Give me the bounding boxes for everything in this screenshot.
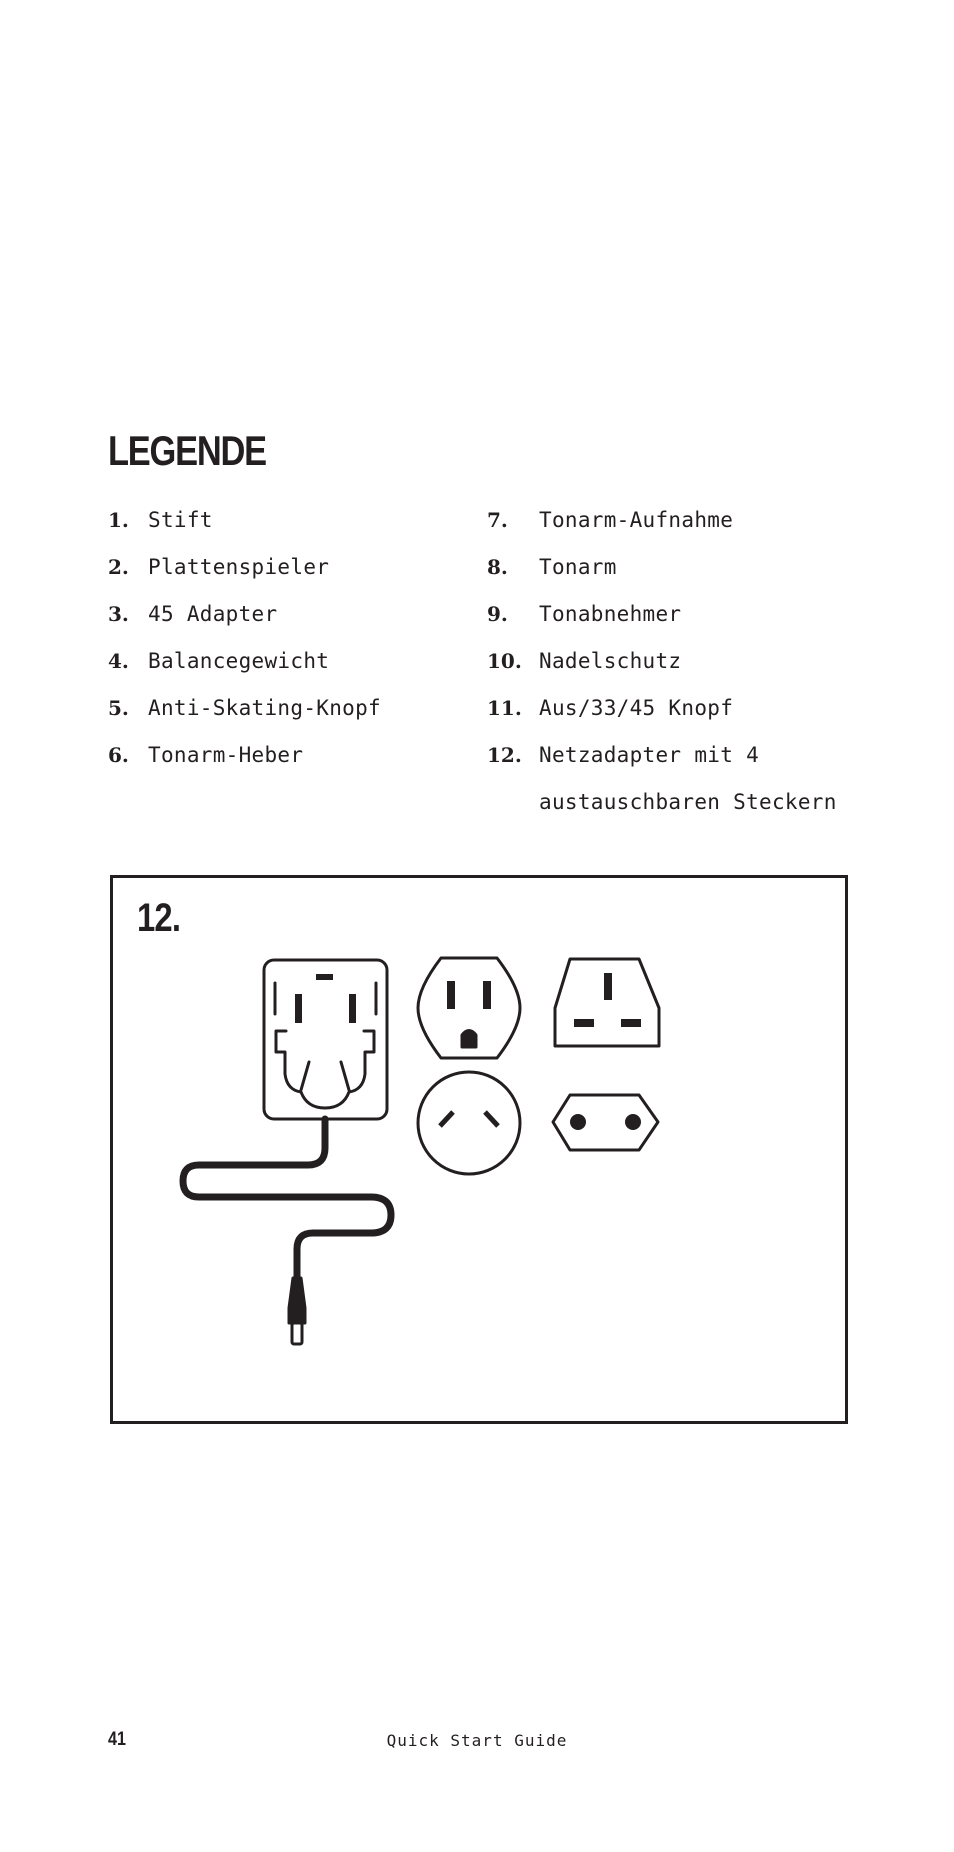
us-plug-icon	[418, 958, 520, 1058]
power-adapter-icon	[264, 960, 387, 1119]
legend-item	[487, 544, 887, 591]
legend-item-label: Netzadapter mit 4 austauschbaren Steckern	[539, 743, 837, 814]
legend-item-number: 1.	[108, 508, 129, 532]
legend-item	[487, 591, 887, 638]
power-adapter-figure	[110, 875, 848, 1424]
legend-item-number: 9.	[487, 602, 508, 626]
legend-item-label: Tonarm-Heber	[148, 743, 304, 767]
legend-item-number: 2.	[108, 555, 129, 579]
legend-item-label: Plattenspieler	[148, 555, 330, 579]
legend-item-label: Stift	[148, 508, 213, 532]
legend-item	[108, 544, 478, 591]
legend-item	[487, 732, 887, 826]
legend-item-number: 4.	[108, 649, 129, 673]
au-plug-icon	[418, 1072, 520, 1174]
legend-title: LEGENDE	[108, 427, 266, 474]
eu-plug-icon	[553, 1095, 658, 1150]
legend-item-label: Anti-Skating-Knopf	[148, 696, 381, 720]
legend-item	[108, 685, 478, 732]
legend-item	[487, 685, 887, 732]
uk-plug-icon	[555, 959, 659, 1046]
legend-item-number: 6.	[108, 743, 129, 767]
figure-label: 12.	[137, 896, 181, 940]
legend-list-right	[487, 497, 887, 826]
legend-item	[108, 732, 478, 779]
legend-item-number: 11.	[487, 696, 522, 720]
legend-item-label: Nadelschutz	[539, 649, 682, 673]
legend-item	[487, 497, 887, 544]
legend-item-number: 12.	[487, 743, 522, 767]
legend-item-number: 8.	[487, 555, 508, 579]
legend-item-label: Tonarm	[539, 555, 617, 579]
power-cable-icon	[183, 1119, 391, 1344]
legend-item	[108, 638, 478, 685]
page-number: 41	[108, 1729, 126, 1750]
legend-item-number: 7.	[487, 508, 508, 532]
legend-item-number: 5.	[108, 696, 129, 720]
legend-item-label: Tonabnehmer	[539, 602, 682, 626]
legend-item-label: 45 Adapter	[148, 602, 278, 626]
legend-item	[108, 497, 478, 544]
legend-item-label: Aus/33/45 Knopf	[539, 696, 734, 720]
legend-item	[487, 638, 887, 685]
legend-item-label: Tonarm-Aufnahme	[539, 508, 734, 532]
legend-list-left	[108, 497, 478, 779]
footer-title: Quick Start Guide	[386, 1731, 568, 1750]
legend-item-number: 10.	[487, 649, 522, 673]
legend-item-label: Balancegewicht	[148, 649, 330, 673]
legend-item-number: 3.	[108, 602, 129, 626]
legend-item	[108, 591, 478, 638]
power-adapter-illustration	[113, 878, 845, 1421]
